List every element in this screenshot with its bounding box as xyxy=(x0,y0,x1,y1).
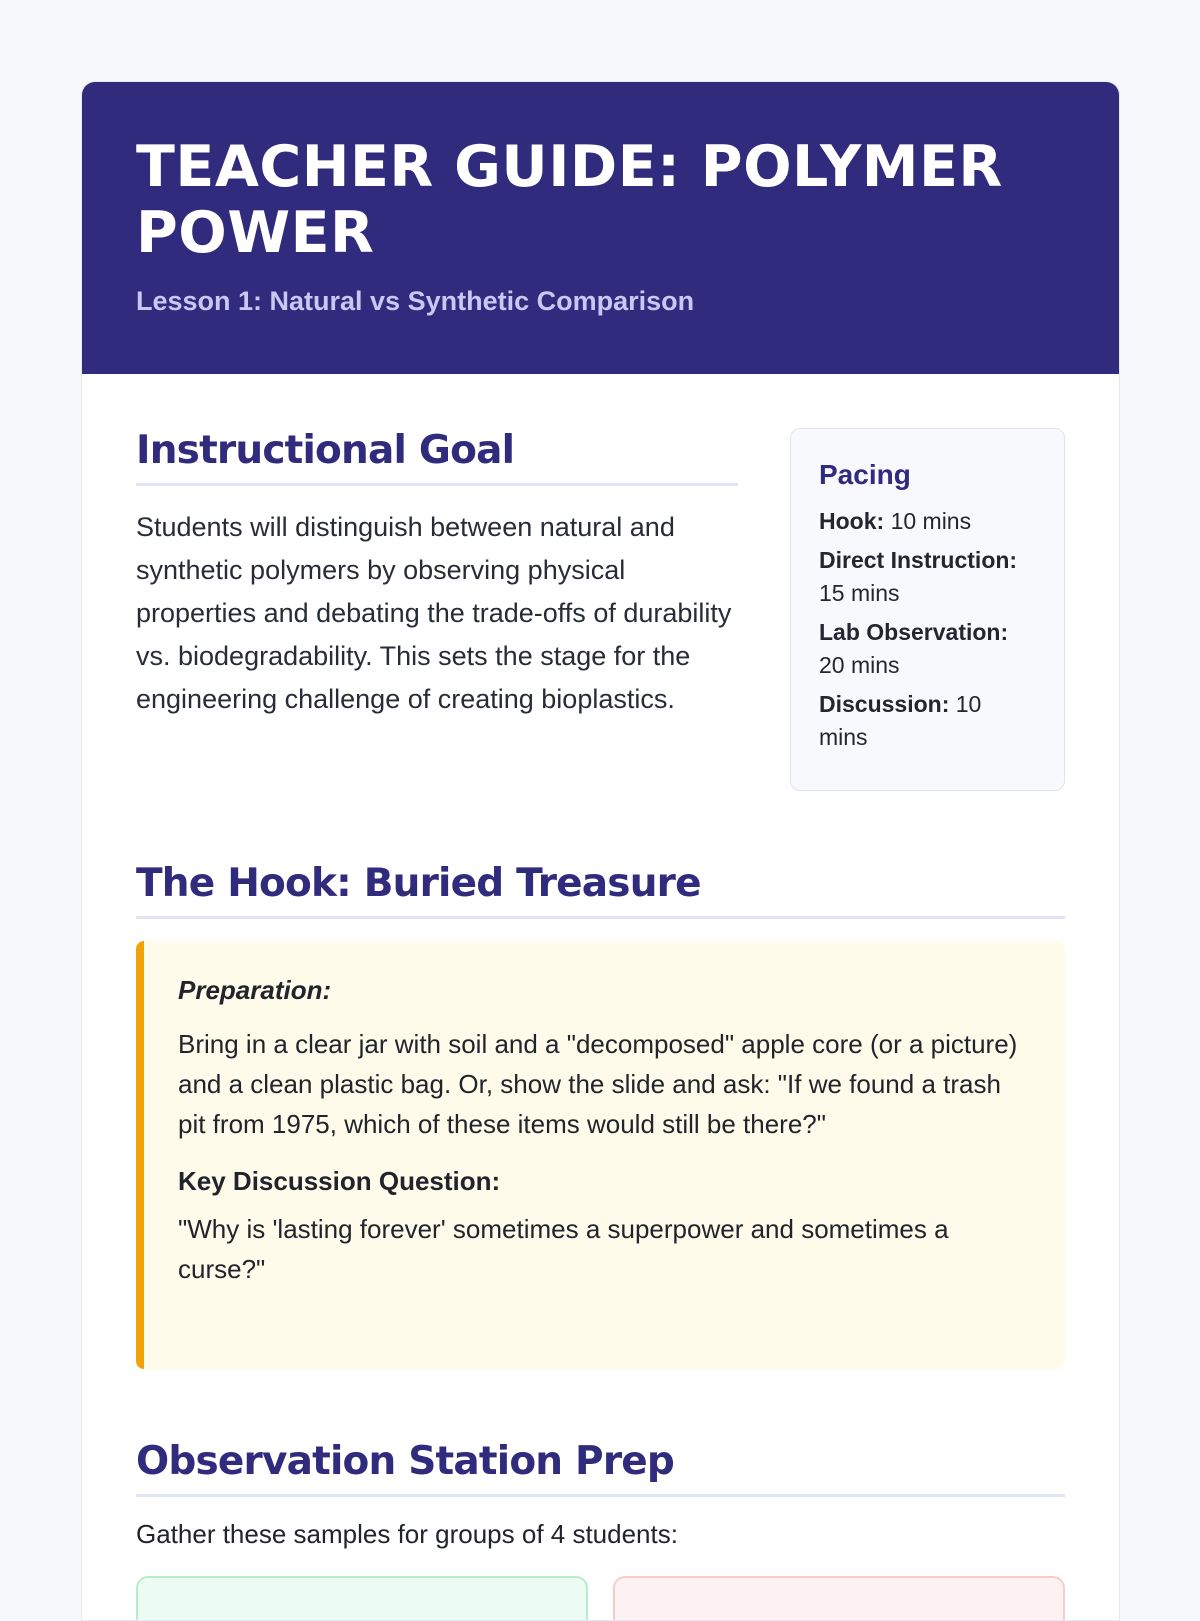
observation-station-heading: Observation Station Prep xyxy=(136,1439,1065,1497)
key-question-text: "Why is 'lasting forever' sometimes a superpower and sometimes a curse?" xyxy=(178,1214,949,1284)
preparation-label: Preparation: xyxy=(178,975,332,1005)
pacing-label: Hook: xyxy=(819,508,885,534)
hook-heading: The Hook: Buried Treasure xyxy=(136,861,1065,919)
pacing-value: 15 mins xyxy=(819,580,900,606)
instructional-goal-heading: Instructional Goal xyxy=(136,428,738,486)
pacing-value: 20 mins xyxy=(819,652,900,678)
instructional-goal-text: Students will distinguish between natural and synthetic polymers by observing physical properties and debating the trade-offs of durability vs. biodegradability. This sets the stage for the engineering challenge of creating bioplastics. xyxy=(136,512,732,714)
hook-section xyxy=(136,861,1065,1369)
synthetic-sample-card xyxy=(613,1576,1065,1621)
pacing-item-hook xyxy=(819,505,1036,538)
observation-station-intro: Gather these samples for groups of 4 students: xyxy=(136,1519,678,1549)
page-header xyxy=(82,82,1119,374)
pacing-title: Pacing xyxy=(819,459,911,490)
sample-cards xyxy=(136,1576,1065,1621)
key-question-label: Key Discussion Question: xyxy=(178,1166,501,1196)
lesson-subtitle: Lesson 1: Natural vs Synthetic Comparison xyxy=(136,286,695,316)
pacing-value: 10 mins xyxy=(819,691,982,750)
pacing-item-lab-observation xyxy=(819,616,1036,682)
pacing-label: Lab Observation: xyxy=(819,619,1009,645)
pacing-item-discussion xyxy=(819,688,1036,754)
pacing-label: Discussion: xyxy=(819,691,950,717)
natural-sample-card xyxy=(136,1576,588,1621)
observation-station-section xyxy=(136,1439,1065,1621)
preparation-text: Bring in a clear jar with soil and a "decomposed" apple core (or a picture) and a clean plastic bag. Or, show the slide and ask: "If we found a trash pit from 1975, which of these items would still be there?" xyxy=(178,1029,1018,1139)
pacing-value: 10 mins xyxy=(890,508,972,534)
intro-row xyxy=(136,428,1065,791)
page-content xyxy=(82,374,1119,1621)
pacing-box xyxy=(790,428,1065,791)
pacing-label: Direct Instruction: xyxy=(819,547,1018,573)
hook-callout xyxy=(136,941,1065,1369)
page-title: TEACHER GUIDE: POLYMER POWER xyxy=(136,134,1003,266)
instructional-goal-section xyxy=(136,428,738,791)
pacing-item-direct-instruction xyxy=(819,544,1036,610)
teacher-guide-page xyxy=(81,81,1120,1621)
